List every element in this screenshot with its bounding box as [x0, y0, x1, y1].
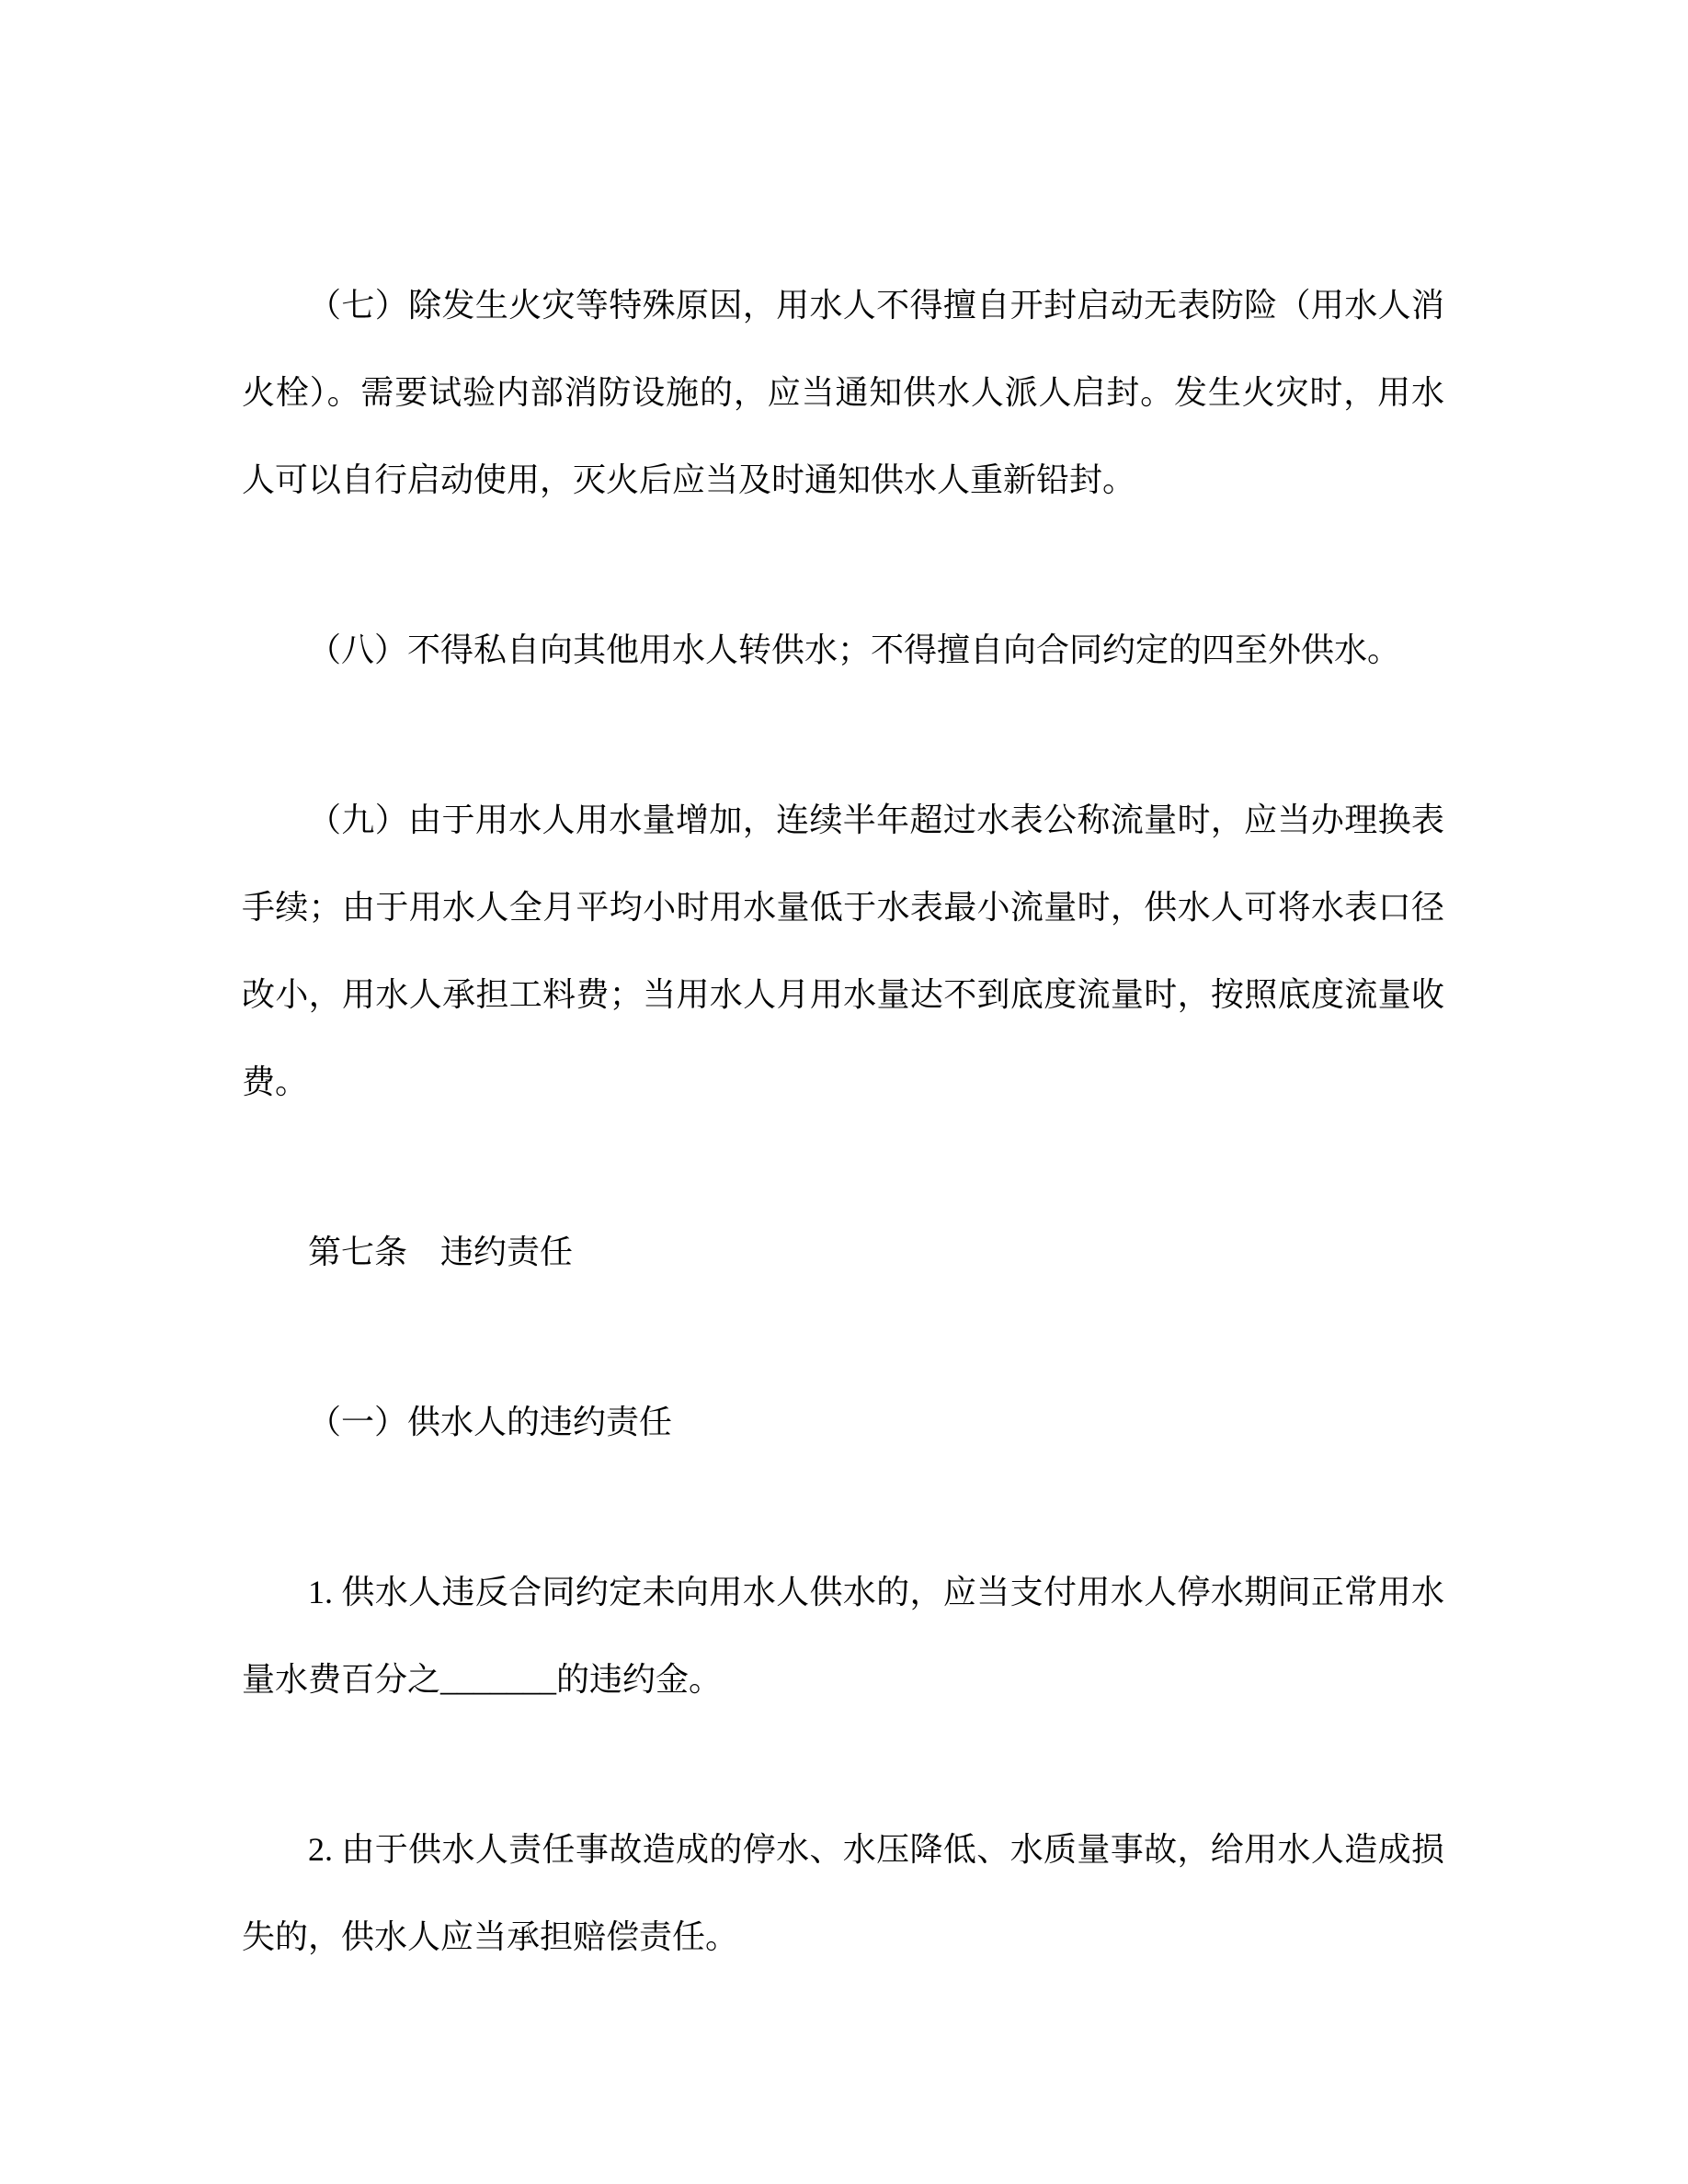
subsection-1-heading: （一）供水人的违约责任 — [308, 1404, 673, 1440]
paragraph-item-7: （七）除发生火灾等特殊原因，用水人不得擅自开封启动无表防险（用水人消火栓）。需要试验内部消防设施的，应当通知供水人派人启封。发生火灾时，用水人可以自行启动使用，灭火后应当及时通知供水人重新铅封。 — [242, 287, 1444, 498]
paragraph-clause-1: 1. 供水人违反合同约定未向用水人供水的，应当支付用水人停水期间正常用水量水费百分之_______的违约金。 — [242, 1574, 1444, 1698]
article-7-heading: 第七条 违约责任 — [308, 1234, 574, 1270]
document-body — [242, 0, 1444, 1981]
paragraph-item-8: （八）不得私自向其他用水人转供水；不得擅自向合同约定的四至外供水。 — [308, 631, 1401, 668]
paragraph-item-9: （九）由于用水人用水量增加，连续半年超过水表公称流量时，应当办理换表手续；由于用水人全月平均小时用水量低于水表最小流量时，供水人可将水表口径改小，用水人承担工料费；当用水人月用水量达不到底度流量时，按照底度流量收费。 — [242, 802, 1444, 1100]
paragraph-clause-2: 2. 由于供水人责任事故造成的停水、水压降低、水质量事故，给用水人造成损失的，供水人应当承担赔偿责任。 — [242, 1831, 1444, 1955]
